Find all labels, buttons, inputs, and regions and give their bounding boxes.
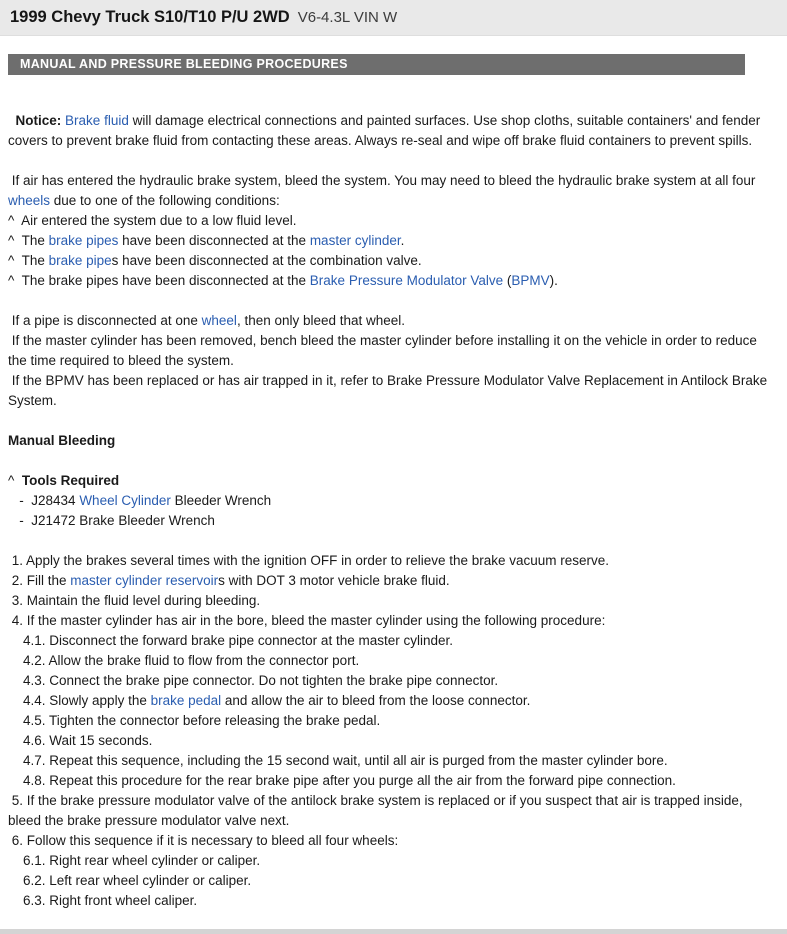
vehicle-subtitle: V6-4.3L VIN W xyxy=(297,9,398,26)
inline-link-wheel[interactable]: wheel xyxy=(201,313,237,328)
text-line xyxy=(8,471,779,491)
inline-link-wheel-cylinder[interactable]: Wheel Cylinder xyxy=(79,493,171,508)
text-span: have been disconnected at the xyxy=(118,233,310,248)
spacer xyxy=(8,151,779,171)
text-line xyxy=(8,771,779,791)
section-header-bar xyxy=(8,54,745,75)
text-span: ^ The xyxy=(8,233,49,248)
text-line xyxy=(8,731,779,751)
text-line xyxy=(8,311,779,331)
text-span: 5. If the brake pressure modulator valve of the antilock brake system is replaced or if you suspect that air is trapped inside, bleed the brake pressure modulator valve next. xyxy=(8,793,747,828)
inline-link-brake-pipes[interactable]: brake pipes xyxy=(48,233,119,248)
section-title: MANUAL AND PRESSURE BLEEDING PROCEDURES xyxy=(20,57,348,71)
text-span: If a pipe is disconnected at one xyxy=(8,313,202,328)
text-line xyxy=(8,831,779,851)
text-span: 4.1. Disconnect the forward brake pipe connector at the master cylinder. xyxy=(8,633,453,648)
text-line xyxy=(8,171,779,211)
text-line xyxy=(8,671,779,691)
text-span: 6. Follow this sequence if it is necessary to bleed all four wheels: xyxy=(8,833,399,848)
title-bar xyxy=(0,0,787,36)
text-line xyxy=(8,631,779,651)
text-span: 6.2. Left rear wheel cylinder or caliper. xyxy=(8,873,252,888)
text-line xyxy=(8,111,779,151)
text-span: will damage electrical connections and painted surfaces. Use shop cloths, suitable containers' and fender covers to prevent brake fluid from contacting these areas. Always re-seal and wipe off brake fluid containers to prevent spills. xyxy=(8,113,765,148)
text-span: 4.6. Wait 15 seconds. xyxy=(8,733,153,748)
text-line xyxy=(8,651,779,671)
text-line xyxy=(8,691,779,711)
text-span: 3. Maintain the fluid level during bleeding. xyxy=(8,593,261,608)
inline-link-bpmv[interactable]: BPMV xyxy=(511,273,550,288)
text-line xyxy=(8,891,779,911)
text-span: ^ xyxy=(8,473,22,488)
text-line xyxy=(8,571,779,591)
text-span: s have been disconnected at the combination valve. xyxy=(111,253,422,268)
text-line xyxy=(8,711,779,731)
text-line xyxy=(8,871,779,891)
text-span: , then only bleed that wheel. xyxy=(236,313,406,328)
bold-text: Notice: xyxy=(15,113,62,128)
text-line xyxy=(8,851,779,871)
bold-text: Tools Required xyxy=(21,473,120,488)
text-line xyxy=(8,211,779,231)
text-line xyxy=(8,491,779,511)
text-span: . xyxy=(400,233,405,248)
text-span: ^ Air entered the system due to a low fluid level. xyxy=(8,213,297,228)
text-line xyxy=(8,251,779,271)
text-span: - J28434 xyxy=(8,493,80,508)
text-span: 4. If the master cylinder has air in the bore, bleed the master cylinder using the following procedure: xyxy=(8,613,606,628)
text-span: 2. Fill the xyxy=(8,573,71,588)
inline-link-master-cylinder[interactable]: master cylinder xyxy=(309,233,401,248)
text-span: ( xyxy=(503,273,512,288)
text-line xyxy=(8,611,779,631)
spacer xyxy=(8,451,779,471)
text-span: and allow the air to bleed from the loose connector. xyxy=(221,693,531,708)
text-span: 6.3. Right front wheel caliper. xyxy=(8,893,198,908)
inline-link-brake-fluid[interactable]: Brake fluid xyxy=(65,113,129,128)
text-span: 4.5. Tighten the connector before releasing the brake pedal. xyxy=(8,713,381,728)
text-span: 4.7. Repeat this sequence, including the 15 second wait, until all air is purged from the master cylinder bore. xyxy=(8,753,668,768)
text-span: If air has entered the hydraulic brake system, bleed the system. You may need to bleed the hydraulic brake system at all four xyxy=(8,173,760,188)
text-span: 6.1. Right rear wheel cylinder or caliper. xyxy=(8,853,261,868)
text-span: If the master cylinder has been removed, bench bleed the master cylinder before installing it on the vehicle in order to reduce the time required to bleed the system. xyxy=(8,333,761,368)
text-line xyxy=(8,791,779,831)
text-span: s with DOT 3 motor vehicle brake fluid. xyxy=(218,573,450,588)
text-span: ^ The xyxy=(8,253,49,268)
text-span: 4.4. Slowly apply the xyxy=(8,693,151,708)
document-body xyxy=(8,111,779,911)
inline-link-brake-pipe[interactable]: brake pipe xyxy=(48,253,112,268)
text-span: 1. Apply the brakes several times with the ignition OFF in order to relieve the brake vacuum reserve. xyxy=(8,553,610,568)
vehicle-title: 1999 Chevy Truck S10/T10 P/U 2WD xyxy=(10,8,290,26)
bold-text: Manual Bleeding xyxy=(8,433,116,448)
inline-link-wheels[interactable]: wheels xyxy=(8,193,51,208)
text-line xyxy=(8,231,779,251)
inline-link-brake-pedal[interactable]: brake pedal xyxy=(150,693,222,708)
text-line xyxy=(8,271,779,291)
inline-link-master-cylinder-reservoir[interactable]: master cylinder reservoir xyxy=(70,573,219,588)
text-span: Bleeder Wrench xyxy=(170,493,272,508)
text-span: 4.3. Connect the brake pipe connector. Do not tighten the brake pipe connector. xyxy=(8,673,499,688)
text-line xyxy=(8,751,779,771)
text-line xyxy=(8,371,779,411)
text-span: ). xyxy=(549,273,558,288)
text-line xyxy=(8,431,779,451)
text-line xyxy=(8,591,779,611)
next-section-bar xyxy=(0,929,787,934)
text-line xyxy=(8,551,779,571)
text-span: - J21472 Brake Bleeder Wrench xyxy=(8,513,215,528)
text-span xyxy=(8,113,16,128)
spacer xyxy=(8,411,779,431)
text-span: 4.8. Repeat this procedure for the rear brake pipe after you purge all the air from the forward pipe connection. xyxy=(8,773,676,788)
text-line xyxy=(8,511,779,531)
text-span: due to one of the following conditions: xyxy=(50,193,280,208)
text-span: If the BPMV has been replaced or has air trapped in it, refer to Brake Pressure Modulator Valve Replacement in Antilock Brake System. xyxy=(8,373,771,408)
spacer xyxy=(8,291,779,311)
text-line xyxy=(8,331,779,371)
text-span: ^ The brake pipes have been disconnected at the xyxy=(8,273,310,288)
spacer xyxy=(8,531,779,551)
text-span: 4.2. Allow the brake fluid to flow from the connector port. xyxy=(8,653,360,668)
inline-link-brake-pressure-modulator-valve[interactable]: Brake Pressure Modulator Valve xyxy=(309,273,504,288)
